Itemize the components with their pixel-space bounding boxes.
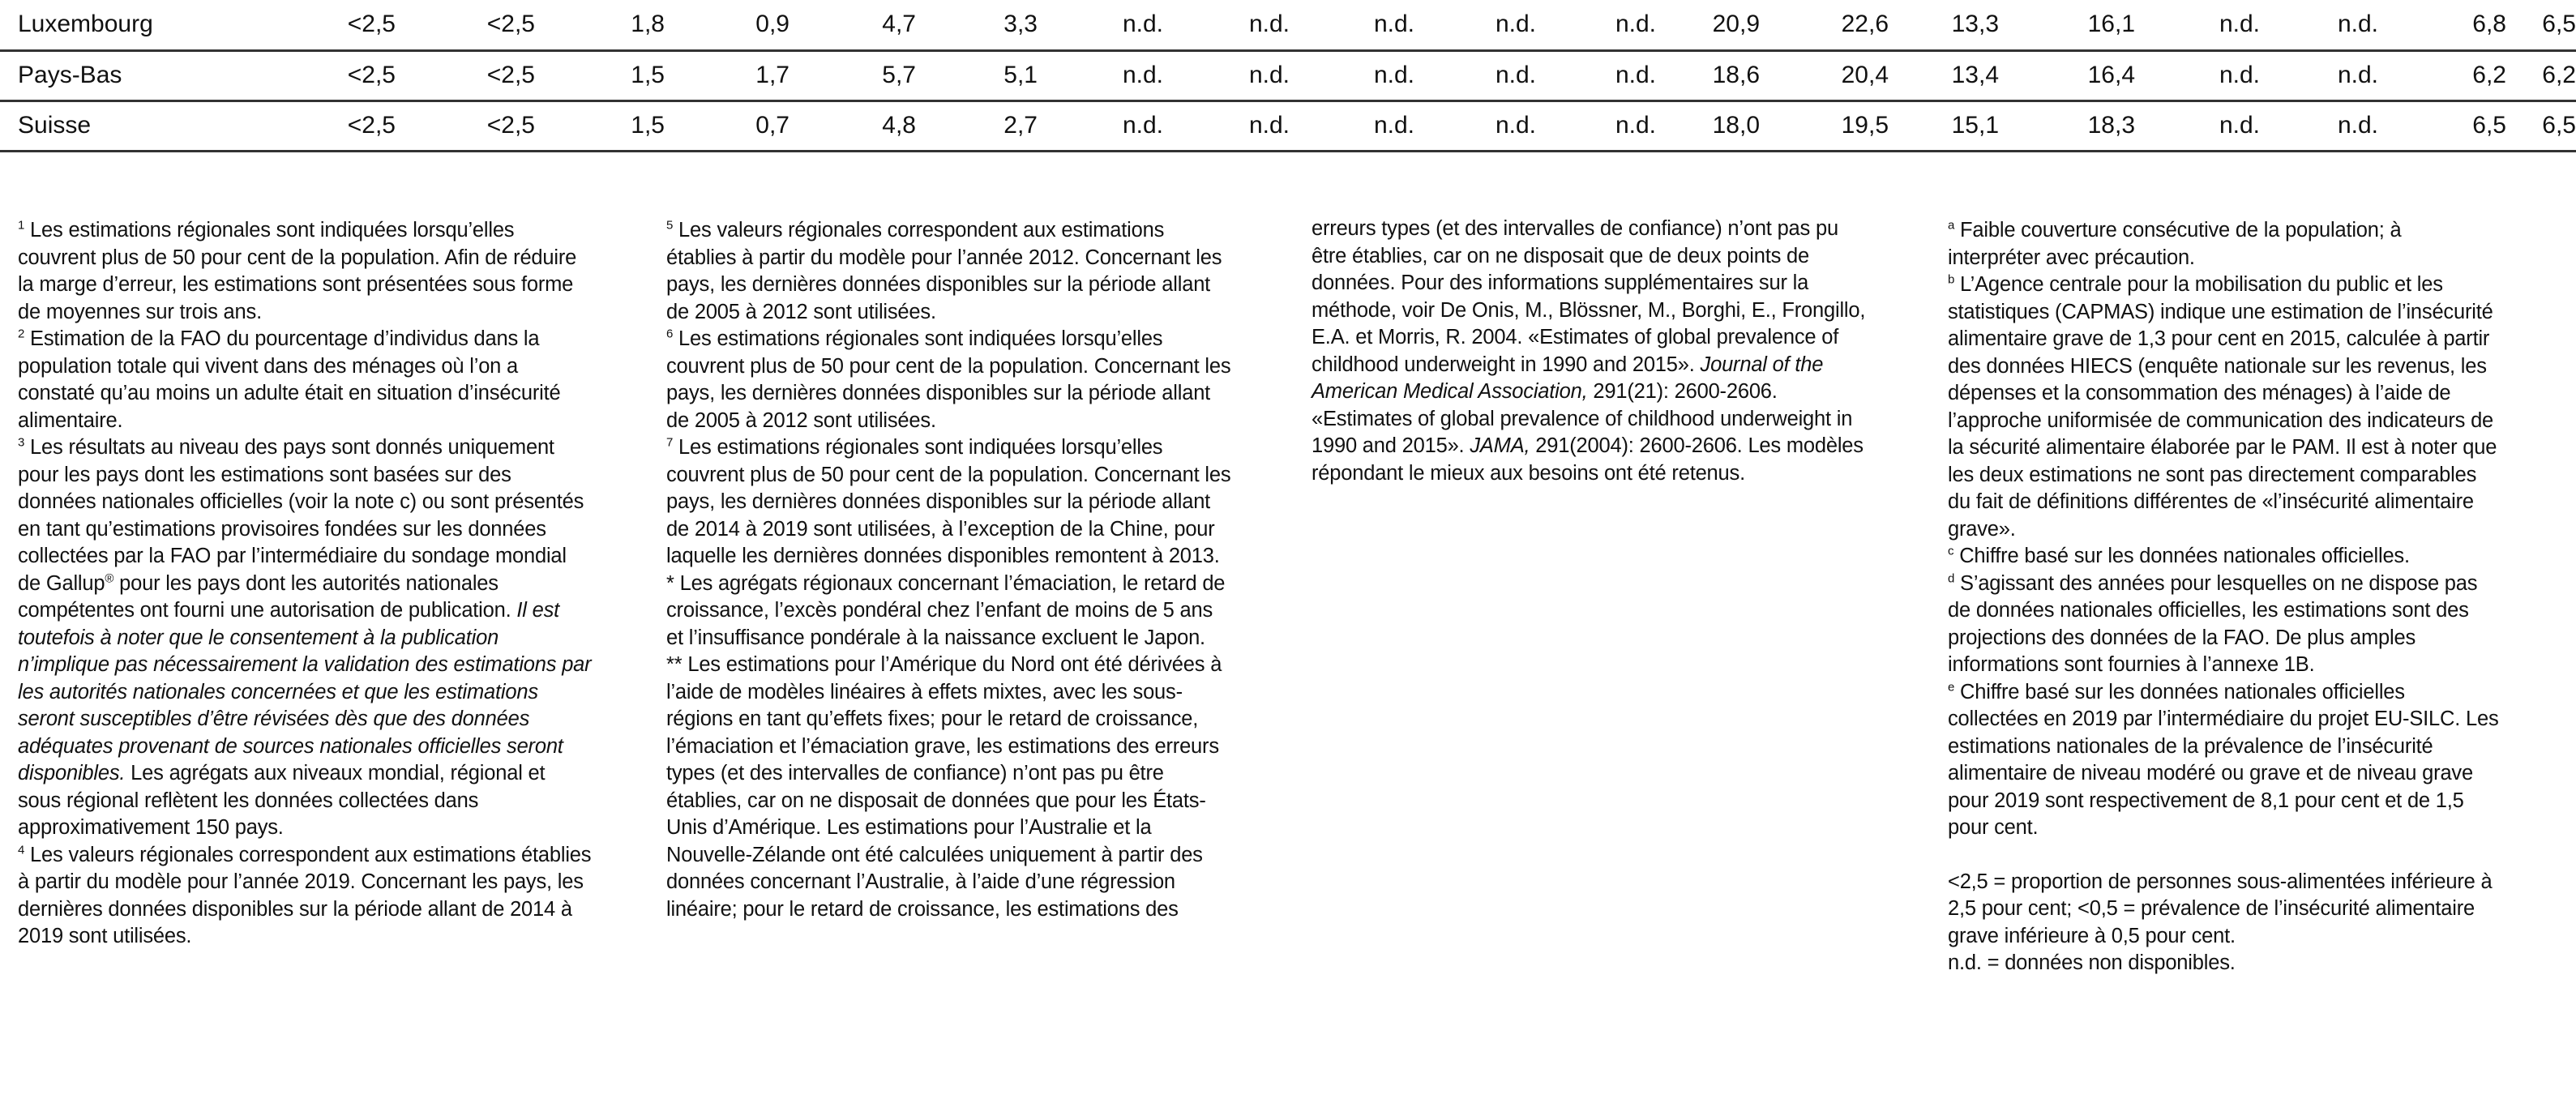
data-table bbox=[0, 0, 2576, 152]
table-cell: 18,0 bbox=[1656, 100, 1760, 151]
table-cell: 1,7 bbox=[665, 50, 789, 100]
table-cell: n.d. bbox=[1163, 50, 1290, 100]
table-cell: 0,7 bbox=[665, 100, 789, 151]
footnote-d: $^d$ S’agissant des années pour lesquelles on ne dispose pas de données nationales officielles, les estimations sont des projections des données de la FAO. De plus amples informations sont fournies à l’annexe 1B. bbox=[1948, 571, 2478, 676]
table-cell: 22,6 bbox=[1760, 0, 1889, 50]
table-cell: n.d. bbox=[2135, 100, 2260, 151]
table-cell: n.d. bbox=[2260, 50, 2378, 100]
country-name: Pays-Bas bbox=[0, 50, 272, 100]
table-cell: n.d. bbox=[1414, 50, 1536, 100]
table-cell: 1,8 bbox=[535, 0, 665, 50]
notes-column-4 bbox=[1948, 217, 2499, 977]
table-cell: 0,9 bbox=[665, 0, 789, 50]
table-cell: 16,1 bbox=[1999, 0, 2135, 50]
table-cell: 6,2 bbox=[2506, 50, 2576, 100]
table-cell: <2,5 bbox=[396, 0, 535, 50]
table-cell: 6,2 bbox=[2378, 50, 2506, 100]
table-cell: n.d. bbox=[2135, 0, 2260, 50]
table-cell: <2,5 bbox=[396, 100, 535, 151]
table-cell: n.d. bbox=[1163, 100, 1290, 151]
table-cell: n.d. bbox=[2260, 0, 2378, 50]
footnote-7: $^7$ Les estimations régionales sont indiquées lorsqu’elles couvrent plus de 50 pour cent de la population. Concernant les pays, les dernières données disponibles sur la période allant de 2014 à 2019 sont utilisées, à l’exception de la Chine, pour laquelle les dernières données disponibles remontent à 2013. bbox=[666, 435, 1231, 567]
table-cell: 5,7 bbox=[789, 50, 916, 100]
table-cell: 18,6 bbox=[1656, 50, 1760, 100]
table-row bbox=[0, 50, 2576, 100]
table-cell: 3,3 bbox=[916, 0, 1038, 50]
footnote-5: $^5$ Les valeurs régionales correspondent aux estimations établies à partir du modèle pour l’année 2012. Concernant les pays, les dernières données disponibles sur la période allant de 2005 à 2012 sont utilisées. bbox=[666, 218, 1222, 323]
table-cell: 19,5 bbox=[1760, 100, 1889, 151]
table-cell: n.d. bbox=[1536, 100, 1656, 151]
footnote-e: $^e$ Chiffre basé sur les données nationales officielles collectées en 2019 par l’intermédiaire du projet EU-SILC. Les estimations nationales de la prévalence de l’insécurité alimentaire de niveau modéré ou grave et de niveau grave pour 2019 sont respectivement de 8,1 pour cent et de 1,5 pour cent. bbox=[1948, 680, 2499, 839]
table-cell: 1,5 bbox=[535, 100, 665, 151]
table-cell: n.d. bbox=[1290, 100, 1414, 151]
table-cell: n.d. bbox=[1414, 100, 1536, 151]
table-cell: n.d. bbox=[2135, 50, 2260, 100]
footnote-a: $^a$ Faible couverture consécutive de la population; à interpréter avec précaution. bbox=[1948, 218, 2402, 269]
table-cell: 2,7 bbox=[916, 100, 1038, 151]
footnote-3: $^3$ Les résultats au niveau des pays sont donnés uniquement pour les pays dont les estimations sont basées sur des données nationales officielles (voir la note c) ou sont présentés en tant qu’estimations provisoires fondées sur les données collectées par la FAO par l’intermédiaire du sondage mondial de Gallup® pour les pays dont les autorités nationales compétentes ont fourni une autorisation de publication. Il est toutefois à noter que le consentement à la publication n’implique pas nécessairement la validation des estimations par les autorités nationales concernées et que les estimations seront susceptibles d’être révisées dès que des données adéquates provenant de sources nationales officielles seront disponibles. Les agrégats aux niveaux mondial, régional et sous régional reflètent les données collectées dans approximativement 150 pays. bbox=[18, 435, 592, 839]
table-cell: n.d. bbox=[1536, 50, 1656, 100]
footnote-double-star-continued: erreurs types (et des intervalles de confiance) n’ont pas pu être établies, car on ne disposait que de deux points de données. Pour des informations supplémentaires sur la méthode, voir De Onis, M., Blössner, M., Borghi, E., Frongillo, E.A. et Morris, R. 2004. «Estimates of global prevalence of childhood underweight in 1990 and 2015». Journal of the American Medical Association, 291(21): 2600-2606. «Estimates of global prevalence of childhood underweight in 1990 and 2015». JAMA, 291(2004): 2600-2606. Les modèles répondant le mieux aux besoins ont été retenus. bbox=[1312, 217, 1866, 485]
table-cell: n.d. bbox=[1038, 50, 1163, 100]
table-cell: n.d. bbox=[1414, 0, 1536, 50]
table-cell: 20,4 bbox=[1760, 50, 1889, 100]
footnote-star: * Les agrégats régionaux concernant l’émaciation, le retard de croissance, l’excès pondéral chez l’enfant de moins de 5 ans et l’insuffisance pondérale à la naissance excluent le Japon. bbox=[666, 571, 1226, 649]
table-cell: n.d. bbox=[1536, 0, 1656, 50]
footnote-4: $^4$ Les valeurs régionales correspondent aux estimations établies à partir du modèle pour l’année 2019. Concernant les pays, les dernières données disponibles sur la période allant de 2014 à 2019 sont utilisées. bbox=[18, 843, 592, 947]
table-cell: n.d. bbox=[1290, 50, 1414, 100]
table-cell: 6,5 bbox=[2506, 0, 2576, 50]
table-row bbox=[0, 0, 2576, 50]
table-cell: 5,1 bbox=[916, 50, 1038, 100]
footnote-b: $^b$ L’Agence centrale pour la mobilisation du public et les statistiques (CAPMAS) indique une estimation de l’insécurité alimentaire grave de 1,3 pour cent en 2015, calculée à partir des données HIECS (enquête nationale sur les revenus, les dépenses et la consommation des ménages) à l’aide de l’approche uniformisée de communication des indicateurs de la sécurité alimentaire élaborée par le PAM. Il est à noter que les deux estimations ne sont pas directement comparables du fait de définitions différentes de «l’insécurité alimentaire grave». bbox=[1948, 272, 2497, 541]
table-cell: 6,5 bbox=[2506, 100, 2576, 151]
notes-column-1 bbox=[18, 217, 593, 951]
table-cell: n.d. bbox=[1163, 0, 1290, 50]
table-cell: 1,5 bbox=[535, 50, 665, 100]
table-cell: <2,5 bbox=[272, 0, 396, 50]
footnote-double-star: ** Les estimations pour l’Amérique du Nord ont été dérivées à l’aide de modèles linéaires à effets mixtes, avec les sous-régions en tant qu’effets fixes; pour le retard de croissance, l’émaciation et l’émaciation grave, les estimations des erreurs types (et des intervalles de confiance) n’ont pas pu être établies, car on ne disposait de données que pour les États-Unis d’Amérique. Les estimations pour l’Australie et la Nouvelle-Zélande ont été calculées uniquement à partir des données concernant l’Australie, à l’aide d’une régression linéaire; pour le retard de croissance, les estimations des bbox=[666, 653, 1222, 921]
country-name: Luxembourg bbox=[0, 0, 272, 50]
table-cell: 4,7 bbox=[789, 0, 916, 50]
table-cell: 6,8 bbox=[2378, 0, 2506, 50]
table-cell: n.d. bbox=[1038, 0, 1163, 50]
table-cell: n.d. bbox=[2260, 100, 2378, 151]
table-cell: <2,5 bbox=[272, 100, 396, 151]
footnote-2: $^2$ Estimation de la FAO du pourcentage d’individus dans la population totale qui vivent dans des ménages où l’on a constaté qu’au moins un adulte était en situation d’insécurité alimentaire. bbox=[18, 327, 561, 432]
footnote-1: $^1$ Les estimations régionales sont indiquées lorsqu’elles couvrent plus de 50 pour cent de la population. Afin de réduire la marge d’erreur, les estimations sont présentées sous forme de moyennes sur trois ans. bbox=[18, 218, 577, 323]
table-cell: 13,4 bbox=[1889, 50, 1999, 100]
legend-nd: n.d. = données non disponibles. bbox=[1948, 951, 2236, 974]
table-cell: <2,5 bbox=[272, 50, 396, 100]
table-cell: 20,9 bbox=[1656, 0, 1760, 50]
table-cell: 18,3 bbox=[1999, 100, 2135, 151]
table-cell: 16,4 bbox=[1999, 50, 2135, 100]
table-cell: 4,8 bbox=[789, 100, 916, 151]
notes-column-3 bbox=[1312, 216, 1871, 487]
footnote-6: $^6$ Les estimations régionales sont indiquées lorsqu’elles couvrent plus de 50 pour cent de la population. Concernant les pays, les dernières données disponibles sur la période allant de 2005 à 2012 sont utilisées. bbox=[666, 327, 1231, 432]
footnote-c: $^c$ Chiffre basé sur les données nationales officielles. bbox=[1948, 544, 2410, 567]
table-row bbox=[0, 100, 2576, 151]
table-cell: <2,5 bbox=[396, 50, 535, 100]
table-cell: n.d. bbox=[1290, 0, 1414, 50]
country-name: Suisse bbox=[0, 100, 272, 151]
table-cell: 13,3 bbox=[1889, 0, 1999, 50]
table-cell: 6,5 bbox=[2378, 100, 2506, 151]
table-cell: n.d. bbox=[1038, 100, 1163, 151]
legend-thresholds: <2,5 = proportion de personnes sous-alimentées inférieure à 2,5 pour cent; <0,5 = prévalence de l’insécurité alimentaire grave inférieure à 0,5 pour cent. bbox=[1948, 870, 2493, 947]
spacer bbox=[1948, 842, 2499, 869]
table-cell: 15,1 bbox=[1889, 100, 1999, 151]
notes-column-2 bbox=[666, 217, 1234, 923]
